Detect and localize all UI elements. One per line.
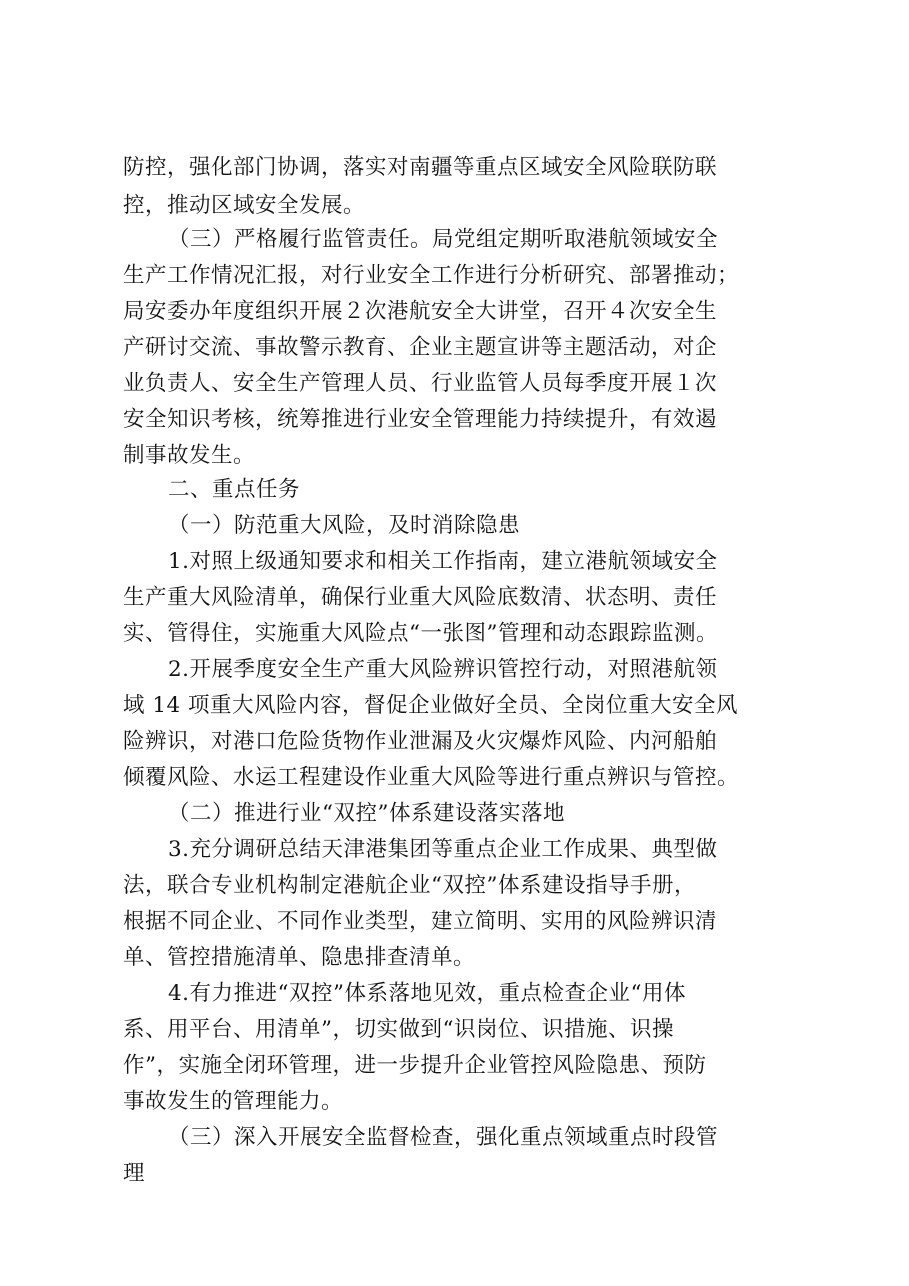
text-line: 作”，实施全闭环管理，进一步提升企业管控风险隐患、预防 — [123, 1053, 707, 1078]
text-line: 法，联合专业机构制定港航企业“双控”体系建设指导手册， — [123, 873, 696, 898]
text-line: 防控，强化部门协调，落实对南疆等重点区域安全风险联防联 — [123, 155, 718, 180]
text-line: 理 — [123, 1161, 146, 1186]
subsection-heading: （一）防范重大风险，及时消除隐患 — [168, 513, 521, 538]
text-line: 系、用平台、用清单”，切实做到“识岗位、识措施、识操 — [123, 1017, 674, 1042]
subsection-heading: （三）深入开展安全监督检查，强化重点领域重点时段管 — [168, 1125, 719, 1150]
text-line: 域 14 项重大风险内容，督促企业做好全员、全岗位重大安全风 — [123, 693, 739, 718]
text-line: 产研讨交流、事故警示教育、企业主题宣讲等主题活动，对企 — [123, 335, 718, 360]
subsection-heading: （二）推进行业“双控”体系建设落实落地 — [168, 801, 565, 826]
text-line: 实、管得住，实施重大风险点“一张图”管理和动态跟踪监测。 — [123, 621, 718, 646]
text-line: 控，推动区域安全发展。 — [123, 193, 366, 218]
text-line: 单、管控措施清单、隐患排查清单。 — [123, 945, 476, 970]
text-line: 险辨识，对港口危险货物作业泄漏及火灾爆炸风险、内河船舶 — [123, 729, 718, 754]
text-line: 3.充分调研总结天津港集团等重点企业工作成果、典型做 — [168, 837, 718, 862]
text-line: （三）严格履行监管责任。局党组定期听取港航领域安全 — [168, 227, 719, 252]
text-line: 安全知识考核，统筹推进行业安全管理能力持续提升，有效遏 — [123, 407, 718, 432]
text-line: 根据不同企业、不同作业类型，建立简明、实用的风险辨识清 — [123, 909, 718, 934]
text-line: 2.开展季度安全生产重大风险辨识管控行动，对照港航领 — [168, 657, 718, 682]
text-line: 事故发生的管理能力。 — [123, 1089, 344, 1114]
text-line: 4.有力推进“双控”体系落地见效，重点检查企业“用体 — [168, 981, 686, 1006]
text-line: 1.对照上级通知要求和相关工作指南，建立港航领域安全 — [168, 549, 718, 574]
text-line: 制事故发生。 — [123, 443, 256, 468]
text-line: 业负责人、安全生产管理人员、行业监管人员每季度开展１次 — [123, 371, 718, 396]
text-line: 生产工作情况汇报，对行业安全工作进行分析研究、部署推动； — [123, 263, 740, 288]
text-line: 生产重大风险清单，确保行业重大风险底数清、状态明、责任 — [123, 585, 718, 610]
text-line: 倾覆风险、水运工程建设作业重大风险等进行重点辨识与管控。 — [123, 765, 740, 790]
text-line: 局安委办年度组织开展２次港航安全大讲堂，召开４次安全生 — [123, 299, 718, 324]
section-heading: 二、重点任务 — [168, 477, 301, 502]
